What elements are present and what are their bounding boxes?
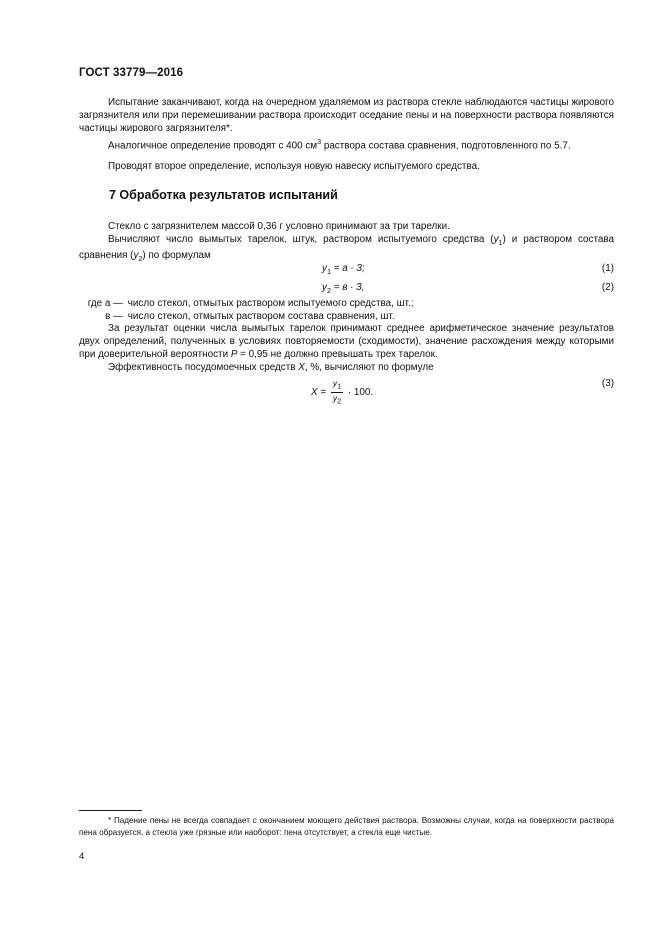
paragraph-glass-mass: Стекло с загрязнителем массой 0,36 г условно принимают за три тарелки. xyxy=(108,221,450,232)
section-heading: 7 Обработка результатов испытаний xyxy=(109,188,338,202)
subscript: 2 xyxy=(326,285,331,295)
paragraph-calc-plates xyxy=(79,233,614,265)
text-segment: ) по формулам xyxy=(142,250,211,262)
footnote-divider xyxy=(79,810,142,811)
equation-body xyxy=(322,281,364,297)
where-definition: число стекол, отмытых раствором испытуемого средства, шт.; xyxy=(127,298,414,309)
where-item-a xyxy=(79,297,614,310)
text-segment: , %, вычисляют по формуле xyxy=(304,362,434,373)
text-segment: Вычисляют число вымытых тарелок, штук, раствором испытуемого средства ( xyxy=(108,234,494,245)
variable-y: y xyxy=(493,234,499,245)
equation-3 xyxy=(79,377,614,405)
equation-number: (3) xyxy=(601,378,614,389)
text-segment: Эффективность посудомоечных средств xyxy=(108,362,299,373)
fraction-denominator xyxy=(331,393,343,407)
where-term: в — xyxy=(105,311,123,322)
equation-1 xyxy=(79,262,614,276)
variable-y: y xyxy=(322,263,327,274)
subscript: 2 xyxy=(138,254,143,264)
paragraph-result-evaluation xyxy=(79,322,614,362)
fraction xyxy=(331,378,343,406)
equation-number: (2) xyxy=(601,282,614,293)
fraction-numerator xyxy=(331,378,343,393)
text-segment: За результат оценки числа вымытых тарелок принимают среднее арифметическое значение результатов двух определений, полученных в условиях повторяемости (сходимости), значение расхождения между которыми при доверительной вероятности xyxy=(79,323,614,361)
paragraph-second-determination: Проводят второе определение, используя новую навеску испытуемого средства. xyxy=(108,161,480,172)
text-segment: Аналогичное определение проводят с 400 см xyxy=(108,140,318,152)
equation-body xyxy=(311,378,373,406)
variable-P: P xyxy=(230,349,238,361)
subscript: 1 xyxy=(498,237,503,247)
paragraph-efficiency xyxy=(79,361,614,374)
subscript: 1 xyxy=(326,266,331,276)
text-segment: ) и раствором состава сравнения ( xyxy=(79,234,614,262)
page-number: 4 xyxy=(79,851,85,862)
where-term: где a — xyxy=(87,298,123,309)
variable-y: y xyxy=(332,378,338,388)
equation-rhs: = в · 3, xyxy=(330,282,365,293)
text-segment: = 0,95 не должно превышать трех тарелок. xyxy=(237,349,438,361)
equation-number: (1) xyxy=(601,263,614,274)
document-header: ГОСТ 33779—2016 xyxy=(79,67,184,79)
equation-2 xyxy=(79,281,614,295)
variable-X: X xyxy=(298,362,305,373)
superscript: 3 xyxy=(317,137,322,146)
variable-y: y xyxy=(133,250,139,262)
subscript: 2 xyxy=(337,396,342,406)
footnote: * Падение пены не всегда совпадает с окончанием моющего действия раствора. Возможны случаи, когда на поверхности раствора пена образуется, а стекла уже грязные или наоборот: пена отсутствует, а стекла еще чистые. xyxy=(79,816,614,837)
paragraph-test-end: Испытание заканчивают, когда на очередном удаляемом из раствора стекле наблюдаются частицы жирового загрязнителя или при перемешивании раствора происходит оседание пены и на поверхности раствора появляются частицы жирового загрязнителя*. xyxy=(79,97,614,135)
subscript: 1 xyxy=(337,381,342,391)
equation-rhs: = a · 3; xyxy=(330,263,365,274)
variable-y: y xyxy=(322,282,327,293)
variable-y: y xyxy=(332,392,338,403)
where-definition: число стекол, отмытых раствором состава сравнения, шт. xyxy=(127,311,395,322)
text-segment: раствора состава сравнения, подготовленного по 5.7. xyxy=(321,140,571,152)
paragraph-analogous-determination xyxy=(79,135,614,153)
equation-body xyxy=(322,262,365,278)
equation-lhs: X = xyxy=(311,386,329,398)
equation-rhs: · 100. xyxy=(345,386,374,398)
